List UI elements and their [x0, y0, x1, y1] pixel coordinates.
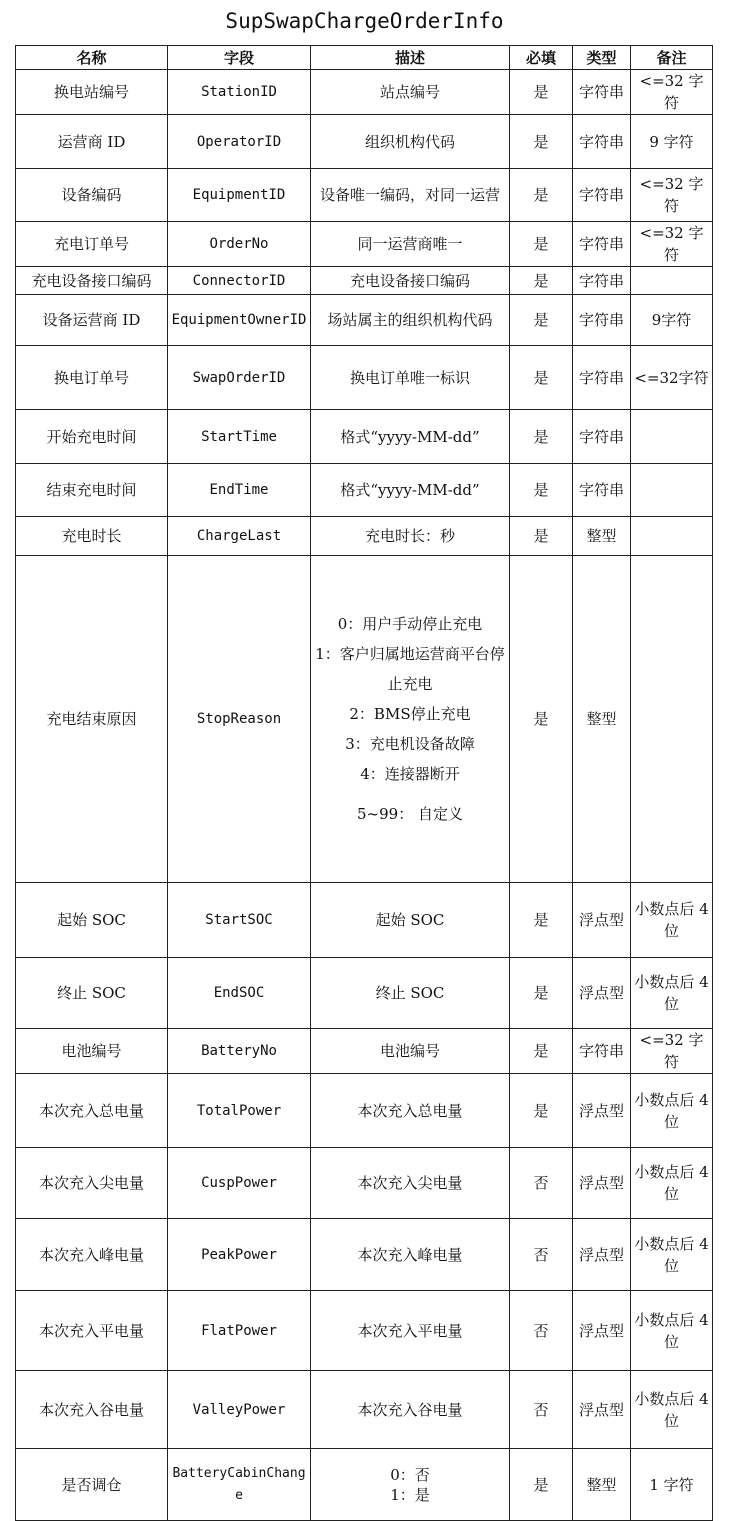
table-row — [16, 517, 713, 556]
cell-field: CuspPower — [168, 1148, 311, 1219]
cell-desc: 电池编号 — [311, 1029, 510, 1074]
table-row — [16, 1291, 713, 1371]
desc-line: 5~99： 自定义 — [357, 805, 463, 823]
table-row — [16, 1148, 713, 1219]
cell-required: 是 — [510, 222, 573, 267]
cell-name: 结束充电时间 — [16, 464, 168, 517]
cell-desc — [311, 556, 510, 883]
cell-required: 是 — [510, 115, 573, 169]
cell-note: 小数点后 4 位 — [631, 1291, 713, 1371]
cell-field: FlatPower — [168, 1291, 311, 1371]
cell-desc: 终止 SOC — [311, 958, 510, 1029]
cell-name: 换电站编号 — [16, 70, 168, 115]
cell-desc: 同一运营商唯一 — [311, 222, 510, 267]
cell-type: 字符串 — [573, 70, 631, 115]
cell-note: 9 字符 — [631, 115, 713, 169]
cell-name: 电池编号 — [16, 1029, 168, 1074]
cell-name: 终止 SOC — [16, 958, 168, 1029]
cell-field: StopReason — [168, 556, 311, 883]
cell-note: 9字符 — [631, 295, 713, 346]
cell-required: 是 — [510, 1074, 573, 1148]
table-row — [16, 70, 713, 115]
cell-field: PeakPower — [168, 1219, 311, 1291]
table-row — [16, 115, 713, 169]
cell-note — [631, 517, 713, 556]
cell-desc: 本次充入平电量 — [311, 1291, 510, 1371]
cell-required: 是 — [510, 410, 573, 464]
cell-required: 否 — [510, 1148, 573, 1219]
cell-note — [631, 464, 713, 517]
cell-name: 充电时长 — [16, 517, 168, 556]
desc-line: 3：充电机设备故障 — [345, 735, 475, 753]
cell-type: 字符串 — [573, 115, 631, 169]
cell-field: BatteryNo — [168, 1029, 311, 1074]
header-note: 备注 — [631, 46, 713, 70]
cell-name: 运营商 ID — [16, 115, 168, 169]
cell-required: 否 — [510, 1371, 573, 1449]
cell-desc: 本次充入峰电量 — [311, 1219, 510, 1291]
header-field: 字段 — [168, 46, 311, 70]
cell-field: EquipmentOwnerID — [168, 295, 311, 346]
cell-required: 是 — [510, 169, 573, 222]
cell-required: 是 — [510, 958, 573, 1029]
cell-field: StartTime — [168, 410, 311, 464]
cell-desc: 本次充入尖电量 — [311, 1148, 510, 1219]
cell-field: EndTime — [168, 464, 311, 517]
desc-line: 0：否 — [390, 1465, 430, 1484]
cell-type: 浮点型 — [573, 1148, 631, 1219]
table-row — [16, 222, 713, 267]
cell-note: <=32 字符 — [631, 169, 713, 222]
cell-required: 是 — [510, 267, 573, 295]
field-table — [15, 45, 713, 1521]
cell-field: OperatorID — [168, 115, 311, 169]
cell-field: StartSOC — [168, 883, 311, 958]
cell-required: 否 — [510, 1219, 573, 1291]
cell-desc: 充电时长：秒 — [311, 517, 510, 556]
desc-line: 4：连接器断开 — [360, 765, 460, 783]
cell-name: 充电订单号 — [16, 222, 168, 267]
cell-note: <=32 字符 — [631, 222, 713, 267]
cell-note: 小数点后 4 位 — [631, 1371, 713, 1449]
cell-required: 是 — [510, 295, 573, 346]
cell-type: 浮点型 — [573, 958, 631, 1029]
cell-type: 整型 — [573, 556, 631, 883]
cell-name: 开始充电时间 — [16, 410, 168, 464]
header-name: 名称 — [16, 46, 168, 70]
cell-required: 是 — [510, 556, 573, 883]
cell-name: 充电设备接口编码 — [16, 267, 168, 295]
header-type: 类型 — [573, 46, 631, 70]
table-row — [16, 1449, 713, 1521]
cell-type: 整型 — [573, 1449, 631, 1521]
cell-type: 字符串 — [573, 410, 631, 464]
cell-required: 是 — [510, 346, 573, 410]
table-row — [16, 410, 713, 464]
cell-field: ChargeLast — [168, 517, 311, 556]
cell-desc: 格式“yyyy-MM-dd” — [311, 410, 510, 464]
cell-type: 字符串 — [573, 464, 631, 517]
cell-name: 本次充入平电量 — [16, 1291, 168, 1371]
cell-type: 字符串 — [573, 295, 631, 346]
desc-line: 1：是 — [390, 1485, 430, 1504]
cell-field: SwapOrderID — [168, 346, 311, 410]
cell-type: 字符串 — [573, 267, 631, 295]
table-row — [16, 295, 713, 346]
cell-desc: 场站属主的组织机构代码 — [311, 295, 510, 346]
cell-desc: 设备唯一编码，对同一运营 — [311, 169, 510, 222]
cell-name: 本次充入尖电量 — [16, 1148, 168, 1219]
cell-note — [631, 267, 713, 295]
cell-name: 本次充入总电量 — [16, 1074, 168, 1148]
cell-field: TotalPower — [168, 1074, 311, 1148]
table-row — [16, 267, 713, 295]
table-row — [16, 1029, 713, 1074]
cell-note — [631, 556, 713, 883]
cell-type: 浮点型 — [573, 1219, 631, 1291]
cell-required: 是 — [510, 1449, 573, 1521]
table-row — [16, 1371, 713, 1449]
cell-field: StationID — [168, 70, 311, 115]
cell-name: 设备编码 — [16, 169, 168, 222]
cell-field: EquipmentID — [168, 169, 311, 222]
cell-type: 浮点型 — [573, 1291, 631, 1371]
cell-required: 是 — [510, 70, 573, 115]
cell-type: 浮点型 — [573, 1074, 631, 1148]
cell-type: 浮点型 — [573, 883, 631, 958]
cell-type: 字符串 — [573, 169, 631, 222]
cell-type: 字符串 — [573, 1029, 631, 1074]
cell-type: 整型 — [573, 517, 631, 556]
cell-note: 1 字符 — [631, 1449, 713, 1521]
cell-note — [631, 410, 713, 464]
cell-note: 小数点后 4 位 — [631, 958, 713, 1029]
cell-desc — [311, 1449, 510, 1521]
cell-field: OrderNo — [168, 222, 311, 267]
cell-name: 起始 SOC — [16, 883, 168, 958]
cell-type: 字符串 — [573, 222, 631, 267]
cell-note: 小数点后 4 位 — [631, 1219, 713, 1291]
cell-desc: 充电设备接口编码 — [311, 267, 510, 295]
cell-name: 换电订单号 — [16, 346, 168, 410]
cell-type: 浮点型 — [573, 1371, 631, 1449]
cell-required: 是 — [510, 1029, 573, 1074]
cell-required: 否 — [510, 1291, 573, 1371]
cell-note: 小数点后 4 位 — [631, 1074, 713, 1148]
desc-line: 1：客户归属地运营商平台停止充电 — [315, 645, 505, 693]
table-row — [16, 1219, 713, 1291]
table-row — [16, 169, 713, 222]
header-desc: 描述 — [311, 46, 510, 70]
cell-field: ConnectorID — [168, 267, 311, 295]
cell-note: <=32 字符 — [631, 1029, 713, 1074]
table-row — [16, 1074, 713, 1148]
cell-note: 小数点后 4 位 — [631, 1148, 713, 1219]
cell-name: 充电结束原因 — [16, 556, 168, 883]
desc-line: 2：BMS停止充电 — [349, 705, 471, 723]
table-row — [16, 958, 713, 1029]
header-row — [16, 46, 713, 70]
cell-desc: 站点编号 — [311, 70, 510, 115]
cell-desc: 格式“yyyy-MM-dd” — [311, 464, 510, 517]
cell-name: 本次充入峰电量 — [16, 1219, 168, 1291]
cell-required: 是 — [510, 464, 573, 517]
table-row — [16, 556, 713, 883]
cell-type: 字符串 — [573, 346, 631, 410]
cell-required: 是 — [510, 517, 573, 556]
cell-required: 是 — [510, 883, 573, 958]
header-required: 必填 — [510, 46, 573, 70]
cell-name: 本次充入谷电量 — [16, 1371, 168, 1449]
table-row — [16, 883, 713, 958]
cell-desc: 本次充入总电量 — [311, 1074, 510, 1148]
cell-name: 设备运营商 ID — [16, 295, 168, 346]
cell-desc: 起始 SOC — [311, 883, 510, 958]
table-row — [16, 346, 713, 410]
cell-desc: 换电订单唯一标识 — [311, 346, 510, 410]
cell-note: <=32字符 — [631, 346, 713, 410]
cell-note: <=32 字符 — [631, 70, 713, 115]
page-title: SupSwapChargeOrderInfo — [225, 9, 504, 33]
cell-desc: 组织机构代码 — [311, 115, 510, 169]
cell-name: 是否调仓 — [16, 1449, 168, 1521]
cell-field: ValleyPower — [168, 1371, 311, 1449]
cell-note: 小数点后 4 位 — [631, 883, 713, 958]
table-row — [16, 464, 713, 517]
desc-line: 0：用户手动停止充电 — [337, 615, 483, 633]
cell-field: BatteryCabinChange — [168, 1449, 311, 1521]
cell-desc: 本次充入谷电量 — [311, 1371, 510, 1449]
cell-field: EndSOC — [168, 958, 311, 1029]
